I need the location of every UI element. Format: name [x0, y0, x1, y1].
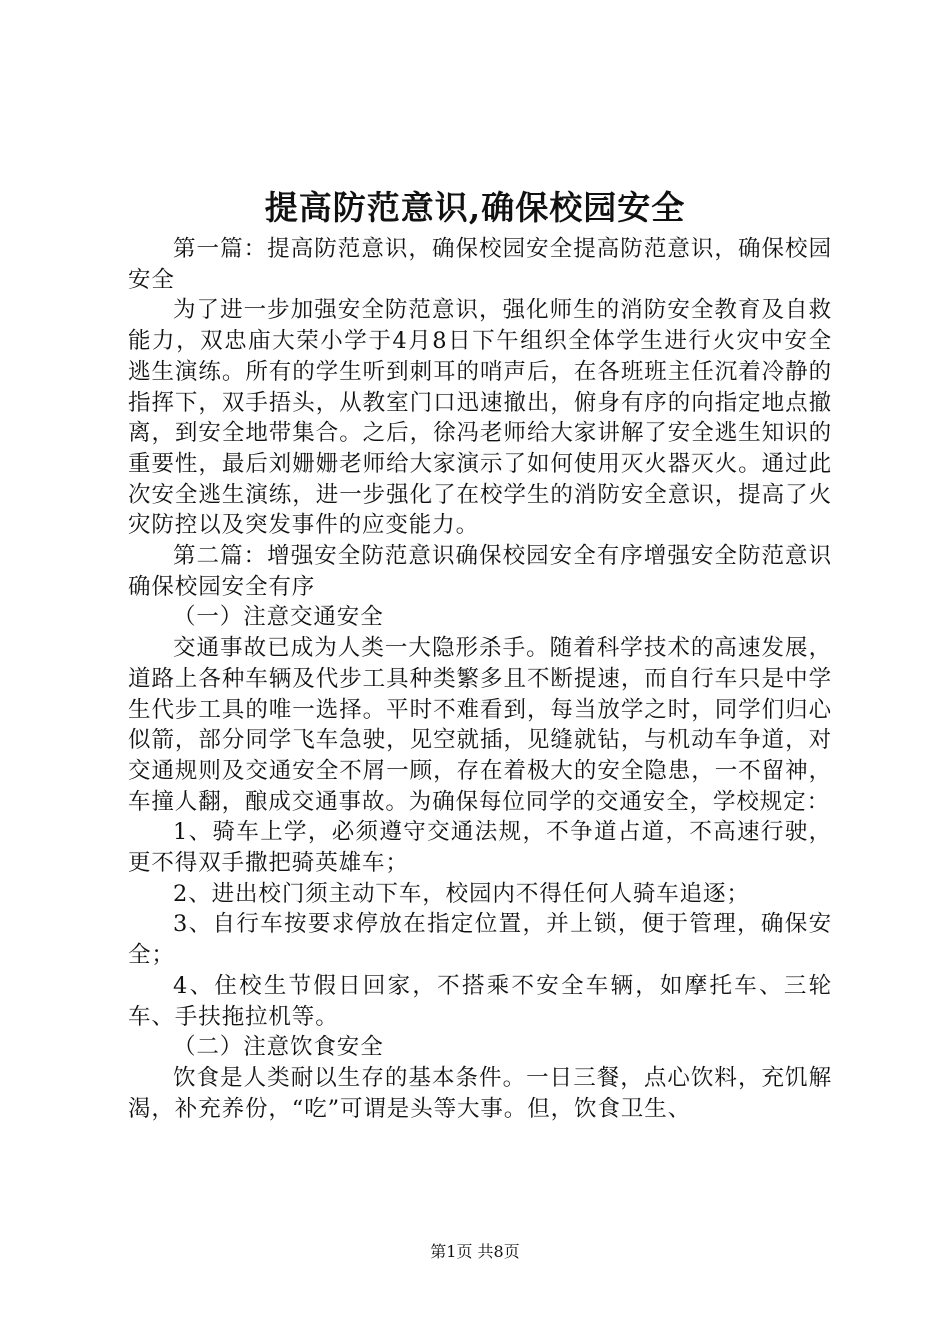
paragraph: 饮食是人类耐以生存的基本条件。一日三餐，点心饮料，充饥解渴，补充养份，“吃”可谓是头等大事。但，饮食卫生、 — [128, 1064, 832, 1122]
paragraph: 第二篇：增强安全防范意识确保校园安全有序增强安全防范意识确保校园安全有序 — [128, 543, 832, 600]
document-title: 提高防范意识,确保校园安全 — [264, 188, 686, 227]
document-body — [128, 234, 832, 1124]
rule-item: 2、进出校门须主动下车，校园内不得任何人骑车追逐； — [173, 880, 750, 907]
section-heading: （一）注意交通安全 — [173, 604, 384, 631]
paragraph: 交通事故已成为人类一大隐形杀手。随着科学技术的高速发展，道路上各种车辆及代步工具种类繁多且不断提速，而自行车只是中学生代步工具的唯一选择。平时不难看到，每当放学之时，同学们归心似箭，部分同学飞车急驶，见空就插，见缝就钻，与机动车争道，对交通规则及交通安全不屑一顾，存在着极大的安全隐患，一不留神，车撞人翻，酿成交通事故。为确保每位同学的交通安全，学校规定： — [128, 635, 832, 815]
paragraph: 为了进一步加强安全防范意识，强化师生的消防安全教育及自救能力，双忠庙大荣小学于4月8日下午组织全体学生进行火灾中安全逃生演练。所有的学生听到刺耳的哨声后，在各班班主任沉着冷静的指挥下，双手捂头，从教室门口迅速撤出，俯身有序的向指定地点撤离，到安全地带集合。之后，徐冯老师给大家讲解了安全逃生知识的重要性，最后刘姗姗老师给大家演示了如何使用灭火器灭火。通过此次安全逃生演练，进一步强化了在校学生的消防安全意识，提高了火灾防控以及突发事件的应变能力。 — [128, 297, 832, 539]
rule-item: 3、自行车按要求停放在指定位置，并上锁，便于管理，确保安全； — [128, 911, 832, 969]
page-footer: 第1页 共8页 — [430, 1242, 520, 1261]
rule-item: 4、住校生节假日回家，不搭乘不安全车辆，如摩托车、三轮车、手扶拖拉机等。 — [128, 972, 832, 1030]
rule-item: 1、骑车上学，必须遵守交通法规，不争道占道，不高速行驶，更不得双手撒把骑英雄车； — [128, 819, 832, 877]
section-heading: （二）注意饮食安全 — [173, 1034, 384, 1061]
paragraph: 第一篇：提高防范意识，确保校园安全提高防范意识，确保校园安全 — [128, 236, 832, 293]
